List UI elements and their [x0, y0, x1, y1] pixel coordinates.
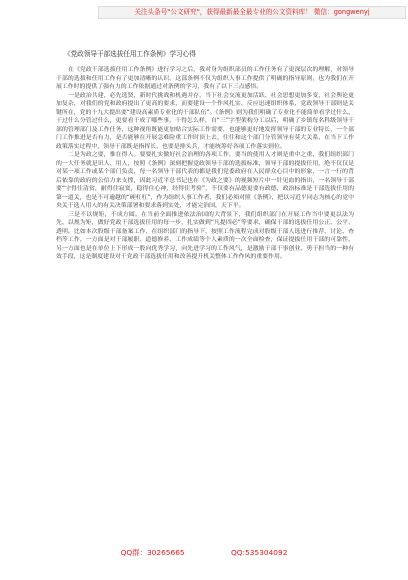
- paragraph-intro: 在《党政干部选拔任用工作条例》进行学习之后，我对身为组织部员的工作任务有了更深层次的理解，对领导干部的选拔和任用工作有了更加清晰的认识。这部条例不仅为组织人事工作提供了明确的指导原则，也为我们在开展工作时的提供了强有力的工作依据通过对条例的学习，我有了以下三点感悟。: [56, 67, 354, 90]
- contact-footer: [0, 547, 408, 558]
- qq-number: QQ:535304092: [230, 548, 288, 557]
- qq-group-number: QQ群：30265665: [120, 548, 185, 557]
- paragraph-two: 二是为政之要，惟在得人。要要扎实做好社会治理的各项工作，要当的使用人才则是重中之重，我们组织部门的一大任务就是识人、用人，按照《条例》深刻把握党政领导干部的选拔标准，领导干部的提拔任用，绝不仅仅是对某一项工作或某个部门负责，每一名领导干部代表的都是我们党委政府在人民群众心目中的形象，一言一行的背后依靠的政府的公信力来支撑，因此习近平总书记也在《为政之要》的视频短片中一针见血的指出，一名领导干部要“守得住清贫，耐得住寂寞，稳得住心神，经得住考验”，不仅要有品德更要有政德，政治标准是干部选拔任用的第一道关，也是不可逾越的“硬杠杠”，作为组织人事工作者，我们必须对照《条例》，把以习近平同志为核心的党中央关于选人用人的有关决策部署和要求落到实处，才能完治国，天下平。: [56, 152, 354, 209]
- document-body: [56, 66, 354, 262]
- document-title: 《党政领导干部选拔任用工作条例》学习心得: [64, 50, 196, 58]
- promo-banner[interactable]: 关注头条号"公文研究"，获得最新最全最专业的公文资料库！ 微信：gongwenyj: [98, 6, 406, 19]
- paragraph-one: 一是政治共建，必先选贤，新时代挑战和机遇并存，当下社会交流更加活跃、社会思想更加多变、社会舆论更加复杂，对我们的党和政府提出了更高的要求，而要建设一个作风扎实、反应迅速组织体系，党政领导干部则是关键所在，党的十九大提出要“建设高素质专业化的干部队伍”。《条例》则为我们明确了专业化不能简单看学过什么、干过什么分管过什么，更要看干成了哪些事，干得怎么样，自“三”字型架构分工以后，明确了乡镇每名科级领导干部的管理部门及工作任务，这种视角既能更加贴合实际工作需要，也能够更好地发挥领导干部的专业特长，一个部门工作推进是否有力，是否能够在开展急难险重工作时顶上去，往往和这个部门分管领导有莫大关系，在当下工作政策落实过程中，领导干部既是指挥长，也要是排头兵，才能统筹好各项工作落实到位。: [56, 92, 354, 150]
- paragraph-three: 三是不以规矩，不成方圆。在当前全面推进依法治国的大背景下，我们组织部门在开展工作当中要更以法为先、以规为矩，做好党政干部选拔任用的每一步，扎实做到“凡提四必”等要求，确保干部的选拔任用公正、公平、透明。比如本次股级干部备案工作，在组织部门的指导下，按照工作流程完成对股级干部人选进行推荐、讨论、查档等工作，一方面是对干部履职、道德修养、工作成绩等个人素质的一次全面检查，保证提拔任用干部的可靠性，另一方面也是在单位上下形成一股向优秀学习，向先进学习的工作风气，是激励干部干事创业、勇于担当的一种有效手段，这是制度建设对于党政干部选拔任用和改善提升机关整体工作作风的重要作用。: [56, 211, 354, 260]
